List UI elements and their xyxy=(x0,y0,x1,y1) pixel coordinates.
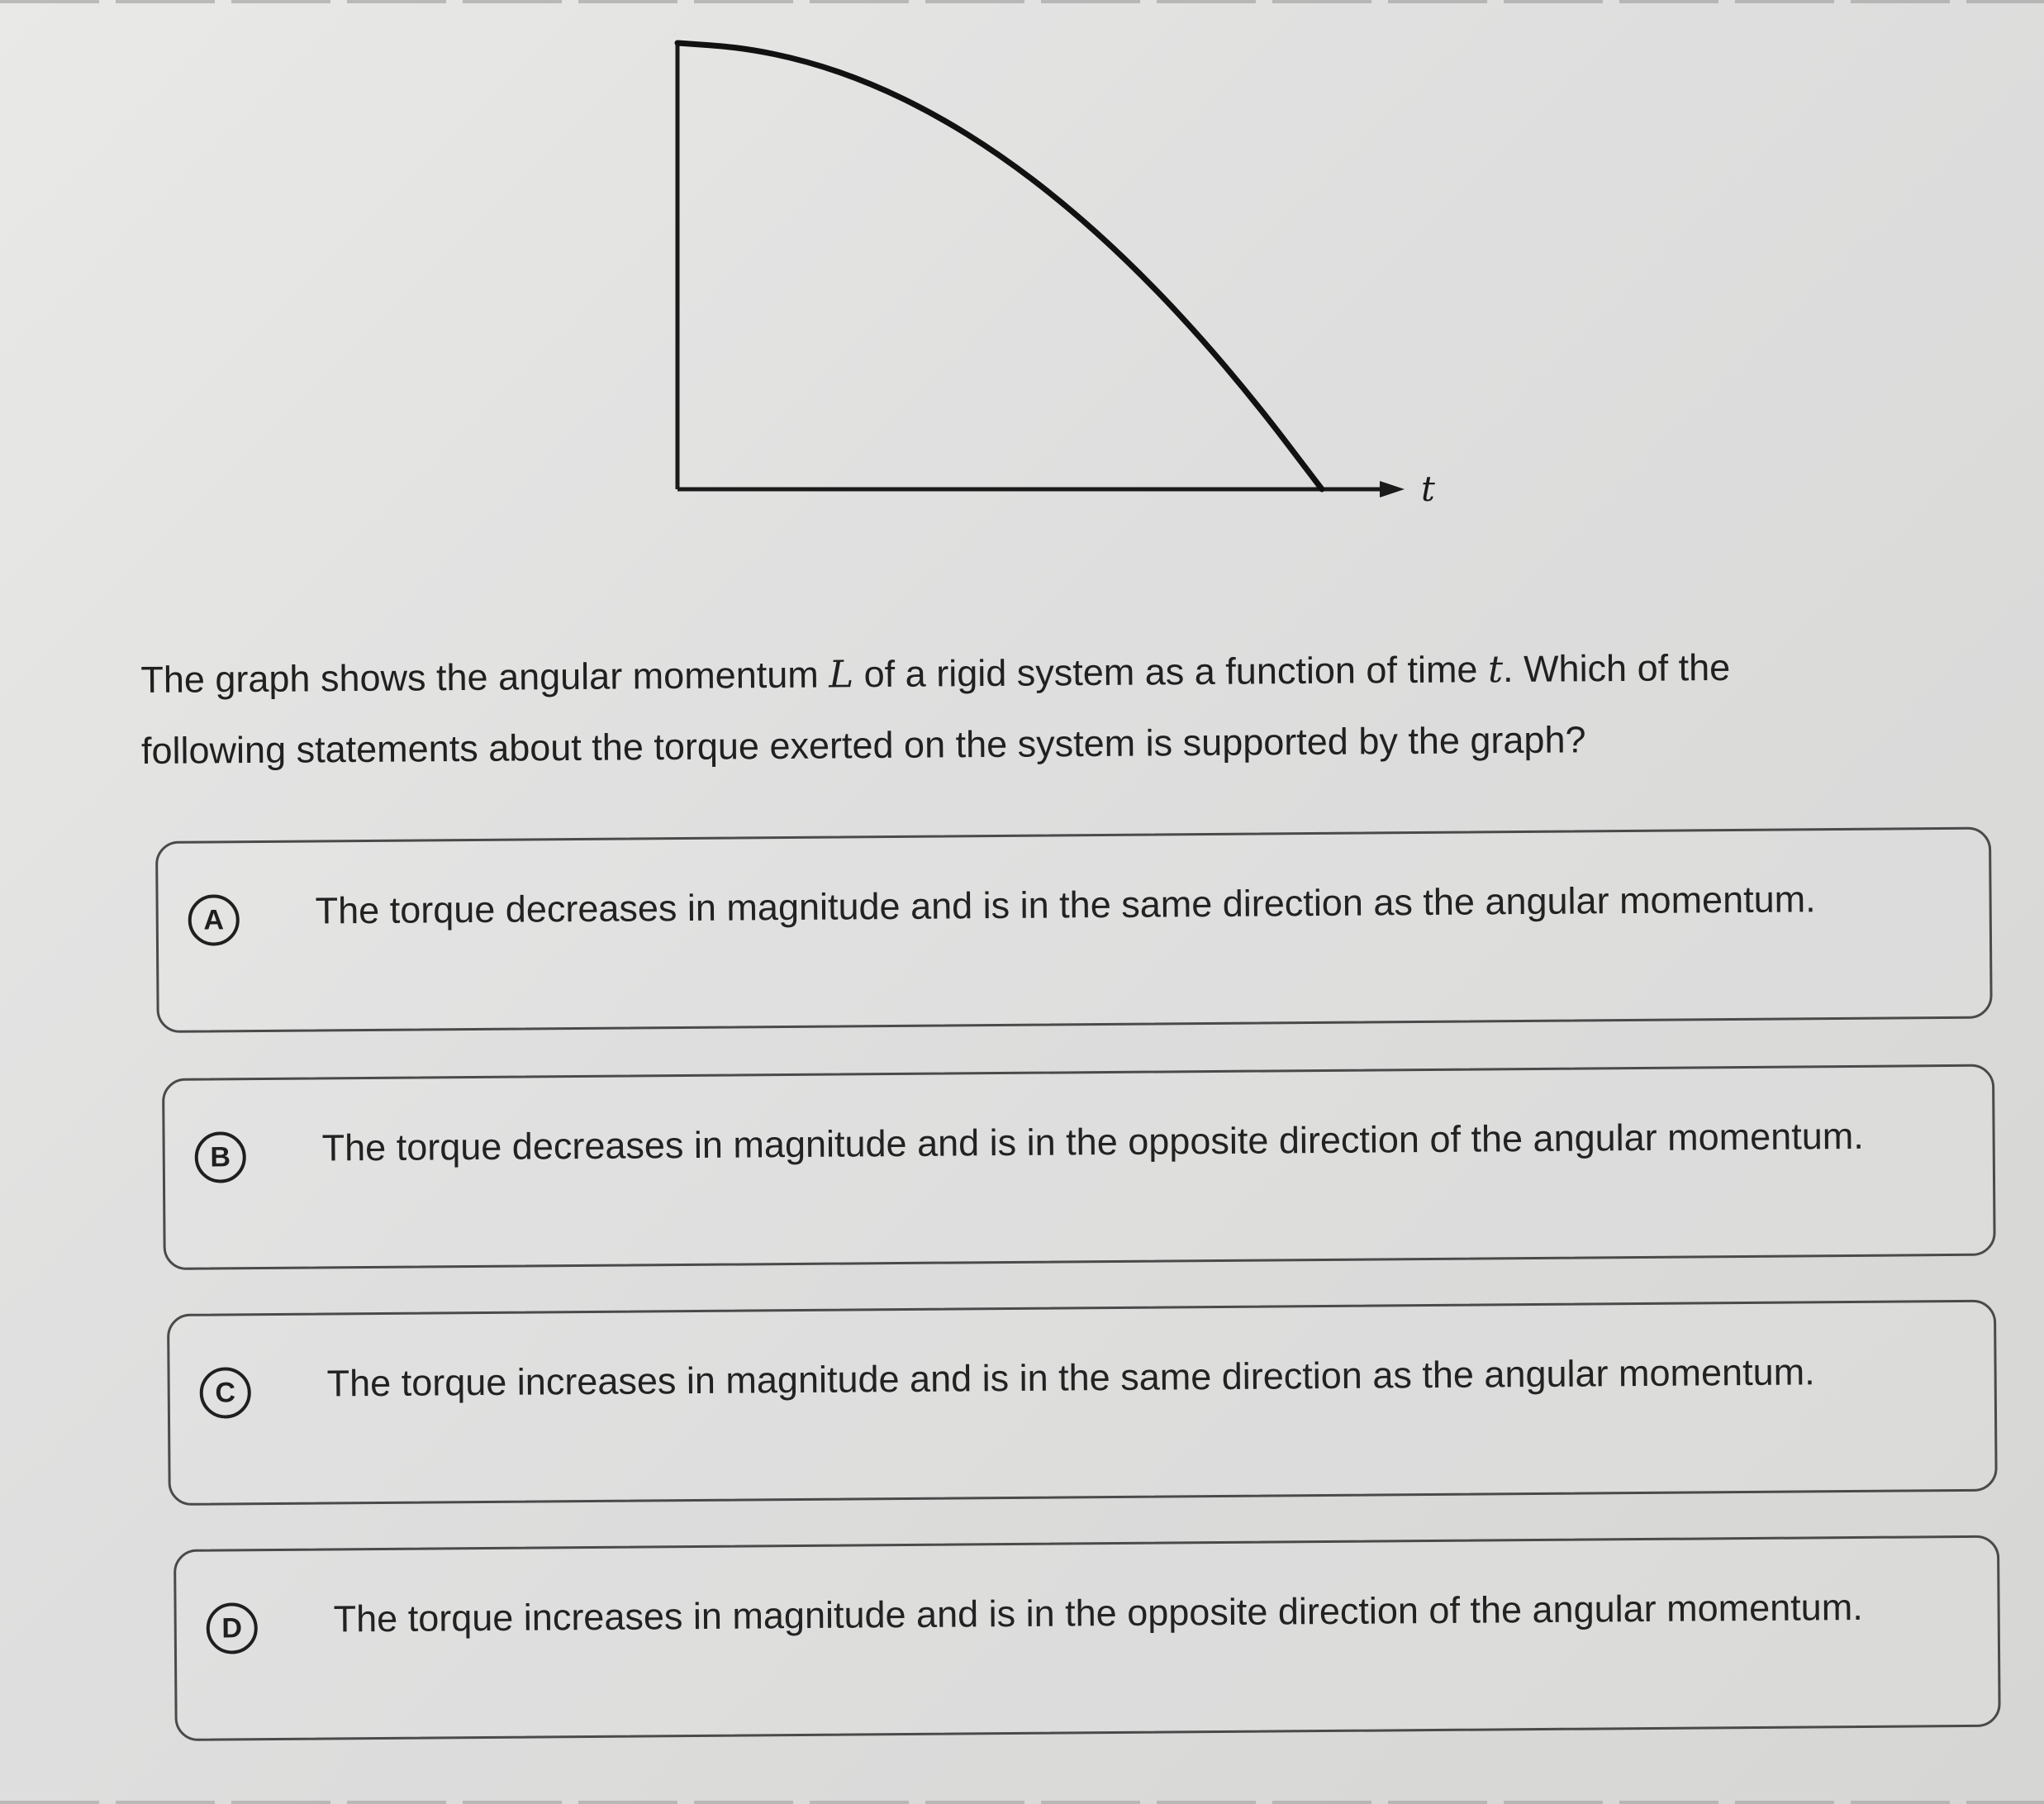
choice-a[interactable] xyxy=(155,827,1993,1033)
top-dashed-border xyxy=(0,0,2044,3)
choice-d-text: The torque increases in magnitude and is in the opposite direction of the angular momentum. xyxy=(333,1585,1863,1640)
question-text xyxy=(140,631,1876,787)
x-axis-label: t xyxy=(1421,469,1435,509)
bottom-dashed-border xyxy=(0,1801,2044,1804)
choice-b[interactable] xyxy=(162,1064,1996,1270)
question-text-part-2: of a rigid system as a function of time xyxy=(853,648,1489,696)
choice-d-radio[interactable]: D xyxy=(207,1602,258,1654)
choice-b-radio[interactable]: B xyxy=(195,1131,246,1183)
choice-c-text: The torque increases in magnitude and is in the same direction as the angular momentum. xyxy=(326,1350,1815,1405)
choice-a-text: The torque decreases in magnitude and is in the same direction as the angular momentum. xyxy=(315,878,1816,932)
choice-c[interactable] xyxy=(167,1300,1998,1506)
momentum-symbol: L xyxy=(829,652,854,697)
question-text-part-1: The graph shows the angular momentum xyxy=(140,653,829,701)
x-axis-arrow-icon xyxy=(1380,481,1405,497)
time-symbol: t xyxy=(1487,647,1504,692)
choice-d[interactable] xyxy=(174,1535,2001,1741)
question-text-part-3: . Which of the following statements about the torque exerted on the system is supported by the graph? xyxy=(140,645,1731,772)
choice-c-radio[interactable]: C xyxy=(200,1367,251,1418)
angular-momentum-graph xyxy=(644,17,1471,545)
choice-b-text: The torque decreases in magnitude and is in the opposite direction of the angular momentum. xyxy=(321,1114,1864,1169)
choice-a-radio[interactable]: A xyxy=(188,894,240,945)
angular-momentum-curve xyxy=(677,43,1322,489)
